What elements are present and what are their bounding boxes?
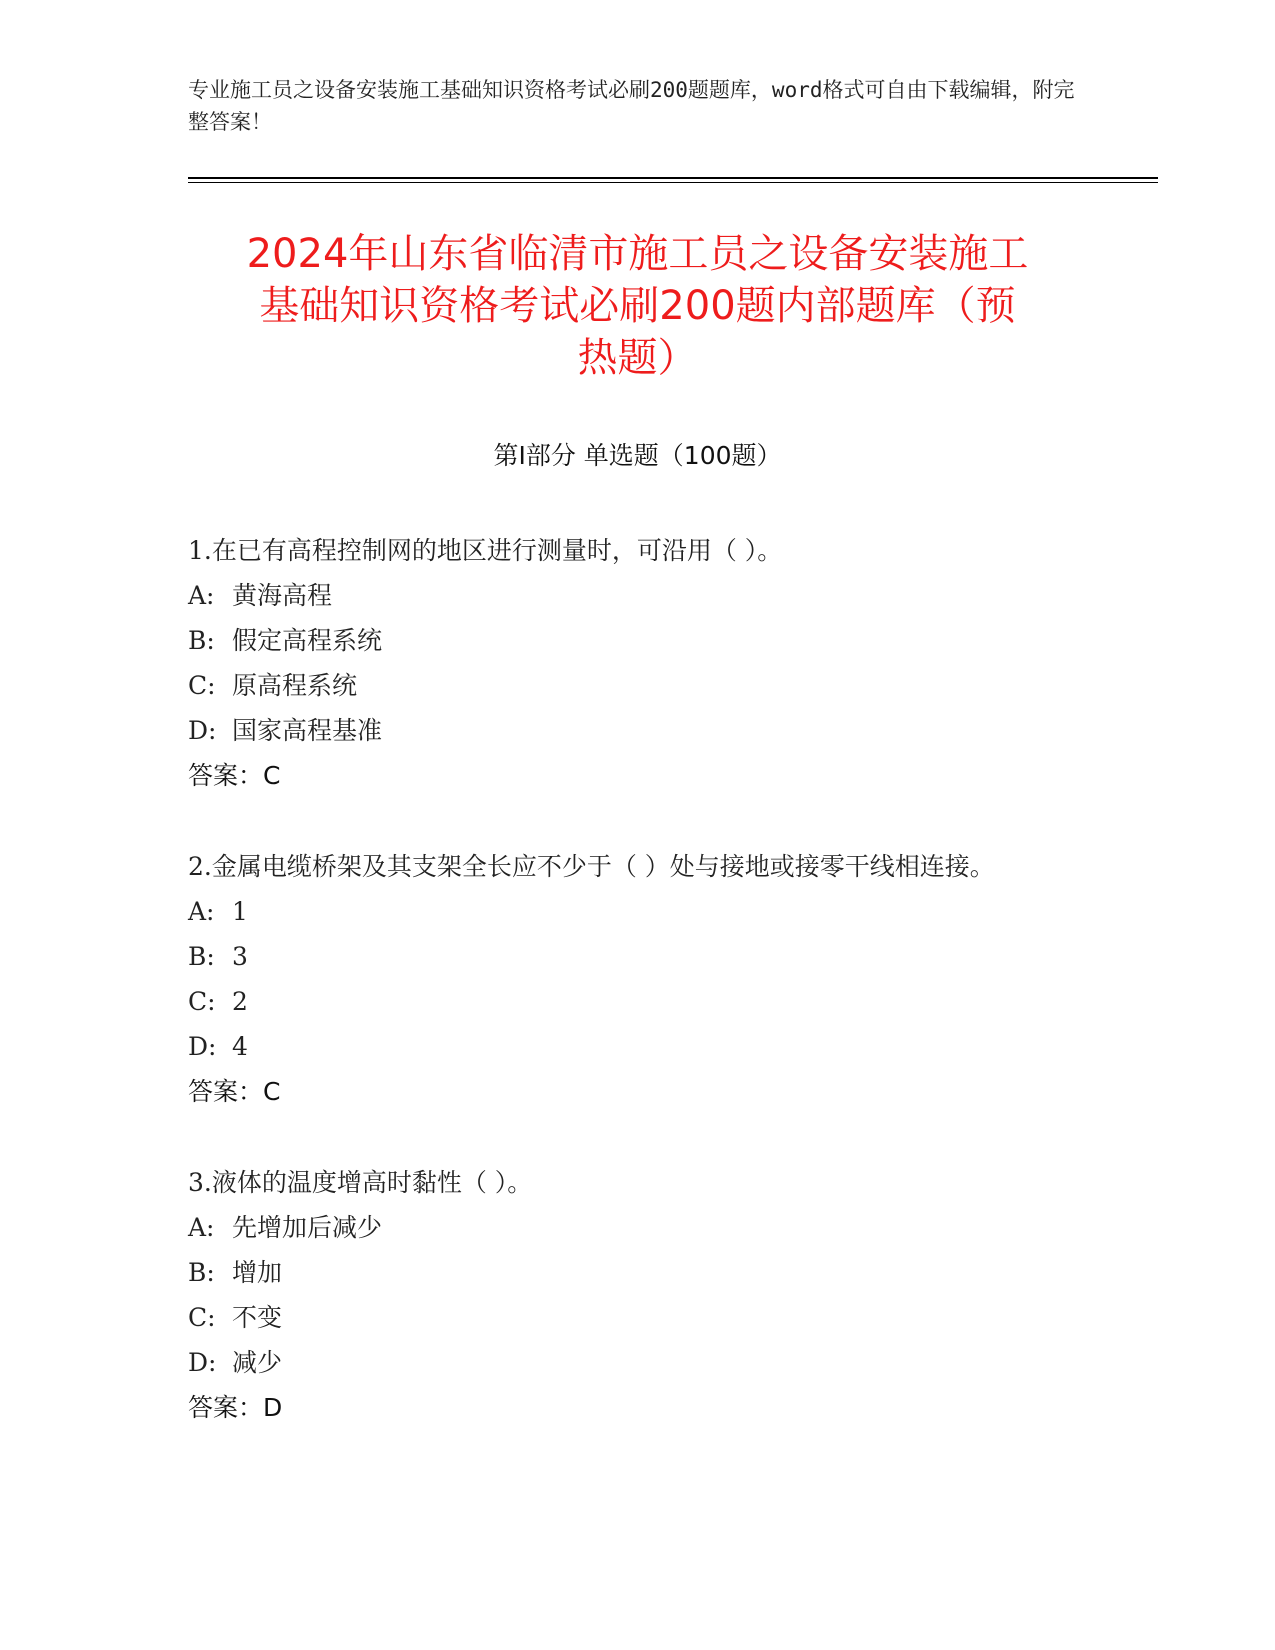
- option-text: 减少: [232, 1348, 283, 1377]
- option-letter: C:: [188, 987, 216, 1016]
- option-c: [188, 663, 1088, 708]
- option-letter: A:: [188, 581, 215, 610]
- question-2: [188, 844, 1088, 1114]
- option-letter: A:: [188, 1213, 215, 1242]
- option-a: [188, 573, 1088, 618]
- option-b: [188, 934, 1088, 979]
- option-c: [188, 1295, 1088, 1340]
- answer-line: 答案：D: [188, 1393, 283, 1422]
- option-text: 3: [232, 942, 248, 971]
- option-letter: B:: [188, 1258, 215, 1287]
- option-text: 2: [232, 987, 248, 1016]
- option-d: [188, 708, 1088, 753]
- header-divider-thin: [188, 182, 1158, 183]
- option-text: 不变: [232, 1303, 283, 1332]
- option-letter: D:: [188, 1032, 217, 1061]
- option-text: 1: [232, 897, 248, 926]
- answer-line: 答案：C: [188, 761, 281, 790]
- option-d: [188, 1340, 1088, 1385]
- answer-line: 答案：C: [188, 1077, 281, 1106]
- option-text: 黄海高程: [232, 581, 333, 610]
- option-a: [188, 889, 1088, 934]
- option-text: 先增加后减少: [232, 1213, 383, 1242]
- option-text: 增加: [232, 1258, 283, 1287]
- option-b: [188, 618, 1088, 663]
- question-list: [188, 528, 1088, 1476]
- title-line-3: 热题）: [577, 335, 698, 381]
- option-letter: D:: [188, 716, 217, 745]
- question-1: [188, 528, 1088, 798]
- option-letter: C:: [188, 671, 216, 700]
- option-letter: B:: [188, 942, 215, 971]
- option-b: [188, 1250, 1088, 1295]
- question-stem: 2.金属电缆桥架及其支架全长应不少于（ ）处与接地或接零干线相连接。: [188, 852, 995, 881]
- header-divider-thick: [188, 177, 1158, 179]
- option-d: [188, 1024, 1088, 1069]
- document-title: [150, 228, 1125, 384]
- option-text: 国家高程基准: [232, 716, 383, 745]
- title-line-2: 基础知识资格考试必刷200题内部题库（预: [259, 283, 1016, 329]
- option-text: 假定高程系统: [232, 626, 383, 655]
- question-3: [188, 1160, 1088, 1430]
- section-title: 第I部分 单选题（100题）: [493, 441, 782, 470]
- question-stem: 3.液体的温度增高时黏性（ ）。: [188, 1168, 533, 1197]
- option-letter: D:: [188, 1348, 217, 1377]
- header-note: 专业施工员之设备安装施工基础知识资格考试必刷200题题库，word格式可自由下载编辑，附完整答案！: [188, 78, 1075, 134]
- title-line-1: 2024年山东省临清市施工员之设备安装施工: [246, 231, 1029, 277]
- option-a: [188, 1205, 1088, 1250]
- option-letter: C:: [188, 1303, 216, 1332]
- option-letter: A:: [188, 897, 215, 926]
- question-stem: 1.在已有高程控制网的地区进行测量时，可沿用（ ）。: [188, 536, 783, 565]
- option-letter: B:: [188, 626, 215, 655]
- option-text: 4: [232, 1032, 248, 1061]
- option-text: 原高程系统: [232, 671, 358, 700]
- option-c: [188, 979, 1088, 1024]
